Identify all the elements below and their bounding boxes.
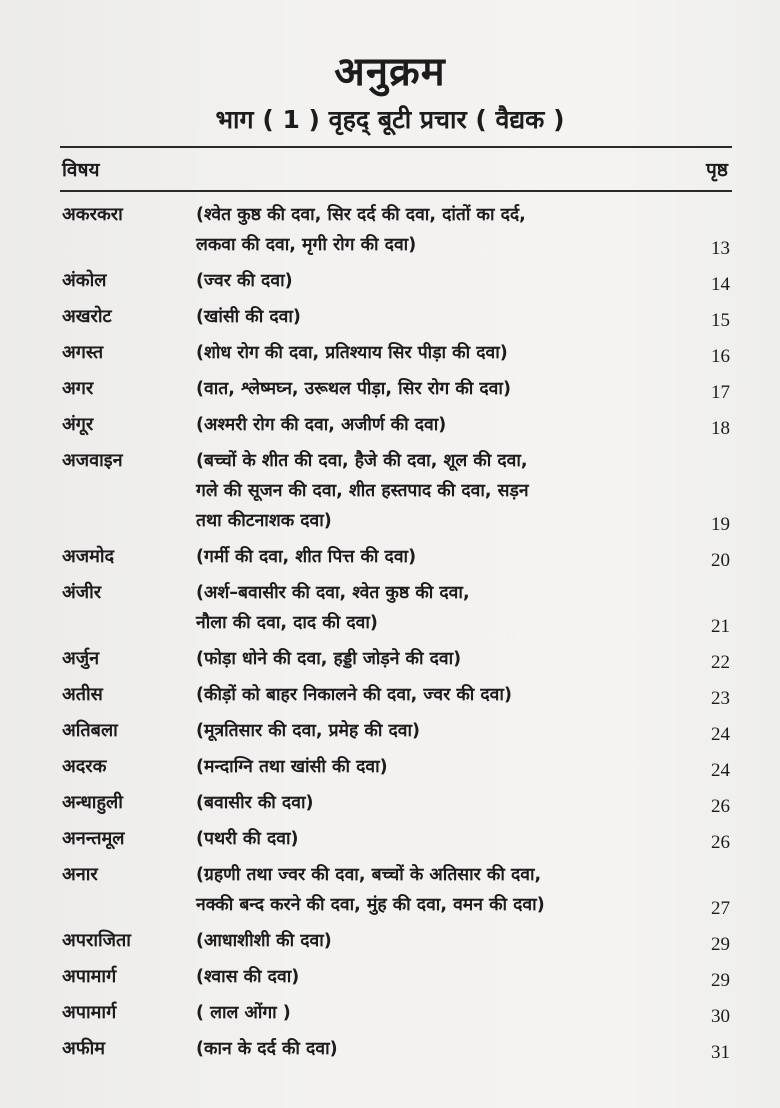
toc-entry-line [0, 788, 780, 818]
toc-entry [0, 302, 780, 338]
entry-description: गले की सूजन की दवा, शीत हस्तपाद की दवा, सड़न [196, 481, 529, 501]
toc-entry-line [0, 824, 780, 854]
page-number: 29 [711, 934, 730, 955]
toc-entry-line [0, 410, 780, 440]
page-number: 26 [711, 796, 730, 817]
toc-entry-line [0, 542, 780, 572]
page-number: 19 [711, 514, 730, 535]
entry-description: (ज्वर की दवा) [196, 271, 293, 291]
page-number: 21 [711, 616, 730, 637]
toc-entry [0, 962, 780, 998]
toc-entry [0, 1034, 780, 1070]
toc-entry-line [0, 200, 780, 230]
page-number: 30 [711, 1006, 730, 1027]
toc-entry-line [0, 578, 780, 608]
entry-description: (बच्चों के शीत की दवा, हैजे की दवा, शूल की दवा, [196, 451, 528, 471]
toc-entry [0, 998, 780, 1034]
toc-entry-line [0, 752, 780, 782]
herb-name: अगर [62, 378, 94, 399]
toc-entry [0, 374, 780, 410]
toc-entry-line [0, 926, 780, 956]
entry-description: (वात, श्लेष्मघ्न, उरूथल पीड़ा, सिर रोग की दवा) [196, 379, 511, 399]
column-header-page: पृष्ठ [706, 159, 728, 181]
herb-name: अनार [62, 864, 98, 885]
page-number: 18 [711, 418, 730, 439]
toc-entry-line [0, 1034, 780, 1064]
toc-entry [0, 926, 780, 962]
header-bottom-rule [60, 190, 732, 192]
page-number: 23 [711, 688, 730, 709]
herb-name: अकरकरा [62, 204, 123, 225]
entry-description: लकवा की दवा, मृगी रोग की दवा) [196, 235, 417, 255]
entry-description: ( लाल ओंगा ) [196, 1003, 291, 1023]
toc-entry [0, 266, 780, 302]
entry-description: (बवासीर की दवा) [196, 793, 314, 813]
page-number: 24 [711, 724, 730, 745]
entry-description: (श्वास की दवा) [196, 967, 300, 987]
toc-entry [0, 824, 780, 860]
herb-name: अर्जुन [62, 648, 100, 669]
toc-entries [0, 200, 780, 1070]
page-number: 14 [711, 274, 730, 295]
herb-name: अंगूर [62, 414, 94, 435]
toc-entry-line [0, 890, 780, 920]
herb-name: अगस्त [62, 342, 104, 363]
entry-description: (शोध रोग की दवा, प्रतिश्याय सिर पीड़ा की दवा) [196, 343, 508, 363]
toc-entry-line [0, 302, 780, 332]
header-top-rule [60, 146, 732, 148]
entry-description: तथा कीटनाशक दवा) [196, 511, 332, 531]
toc-entry-line [0, 230, 780, 260]
toc-entry [0, 446, 780, 542]
page-number: 24 [711, 760, 730, 781]
herb-name: अखरोट [62, 306, 112, 327]
page-number: 27 [711, 898, 730, 919]
toc-entry-line [0, 716, 780, 746]
herb-name: अंकोल [62, 270, 107, 291]
entry-description: (पथरी की दवा) [196, 829, 299, 849]
toc-entry-line [0, 374, 780, 404]
page-number: 31 [711, 1042, 730, 1063]
column-header-subject: विषय [62, 159, 100, 181]
page-number: 29 [711, 970, 730, 991]
herb-name: अन्धाहुली [62, 792, 123, 813]
page-number: 26 [711, 832, 730, 853]
toc-entry [0, 644, 780, 680]
toc-entry [0, 578, 780, 644]
toc-entry-line [0, 446, 780, 476]
toc-entry-line [0, 476, 780, 506]
entry-description: (मूत्रतिसार की दवा, प्रमेह की दवा) [196, 721, 421, 741]
toc-entry-line [0, 266, 780, 296]
herb-name: अनन्तमूल [62, 828, 125, 849]
herb-name: अजमोद [62, 546, 115, 567]
herb-name: अपामार्ग [62, 1002, 117, 1023]
entry-description: (अश्मरी रोग की दवा, अजीर्ण की दवा) [196, 415, 447, 435]
page-number: 13 [711, 238, 730, 259]
entry-description: (कान के दर्द की दवा) [196, 1039, 338, 1059]
entry-description: (फोड़ा धोने की दवा, हड्डी जोड़ने की दवा) [196, 649, 462, 669]
toc-entry-line [0, 680, 780, 710]
toc-entry [0, 410, 780, 446]
entry-description: (अर्श–बवासीर की दवा, श्वेत कुष्ठ की दवा, [196, 583, 470, 603]
page-number: 15 [711, 310, 730, 331]
toc-entry-line [0, 506, 780, 536]
toc-entry-line [0, 998, 780, 1028]
herb-name: अजवाइन [62, 450, 123, 471]
herb-name: अतीस [62, 684, 103, 705]
toc-entry [0, 542, 780, 578]
herb-name: अदरक [62, 756, 107, 777]
entry-description: (गर्मी की दवा, शीत पित्त की दवा) [196, 547, 417, 567]
entry-description: नक्की बन्द करने की दवा, मुंह की दवा, वमन की दवा) [196, 895, 545, 915]
entry-description: (ग्रहणी तथा ज्वर की दवा, बच्चों के अतिसार की दवा, [196, 865, 542, 885]
page-title: अनुक्रम [334, 49, 446, 95]
toc-entry [0, 752, 780, 788]
page-subtitle: भाग ( 1 ) वृहद् बूटी प्रचार ( वैद्यक ) [215, 105, 565, 134]
entry-description: (आधाशीशी की दवा) [196, 931, 332, 951]
toc-entry-line [0, 338, 780, 368]
toc-entry-line [0, 644, 780, 674]
entry-description: (खांसी की दवा) [196, 307, 301, 327]
page-number: 16 [711, 346, 730, 367]
herb-name: अफीम [62, 1038, 106, 1059]
herb-name: अपराजिता [62, 930, 131, 951]
entry-description: (श्वेत कुष्ठ की दवा, सिर दर्द की दवा, दांतों का दर्द, [196, 205, 526, 225]
toc-entry [0, 716, 780, 752]
herb-name: अपामार्ग [62, 966, 117, 987]
herb-name: अतिबला [62, 720, 118, 741]
page-number: 22 [711, 652, 730, 673]
toc-entry [0, 338, 780, 374]
toc-entry [0, 200, 780, 266]
toc-entry-line [0, 962, 780, 992]
page-number: 17 [711, 382, 730, 403]
toc-entry-line [0, 608, 780, 638]
toc-entry [0, 680, 780, 716]
herb-name: अंजीर [62, 582, 102, 603]
entry-description: (कीड़ों को बाहर निकालने की दवा, ज्वर की दवा) [196, 685, 512, 705]
page-number: 20 [711, 550, 730, 571]
toc-entry-line [0, 860, 780, 890]
toc-entry [0, 788, 780, 824]
entry-description: नौला की दवा, दाद की दवा) [196, 613, 378, 633]
entry-description: (मन्दाग्नि तथा खांसी की दवा) [196, 757, 388, 777]
toc-entry [0, 860, 780, 926]
